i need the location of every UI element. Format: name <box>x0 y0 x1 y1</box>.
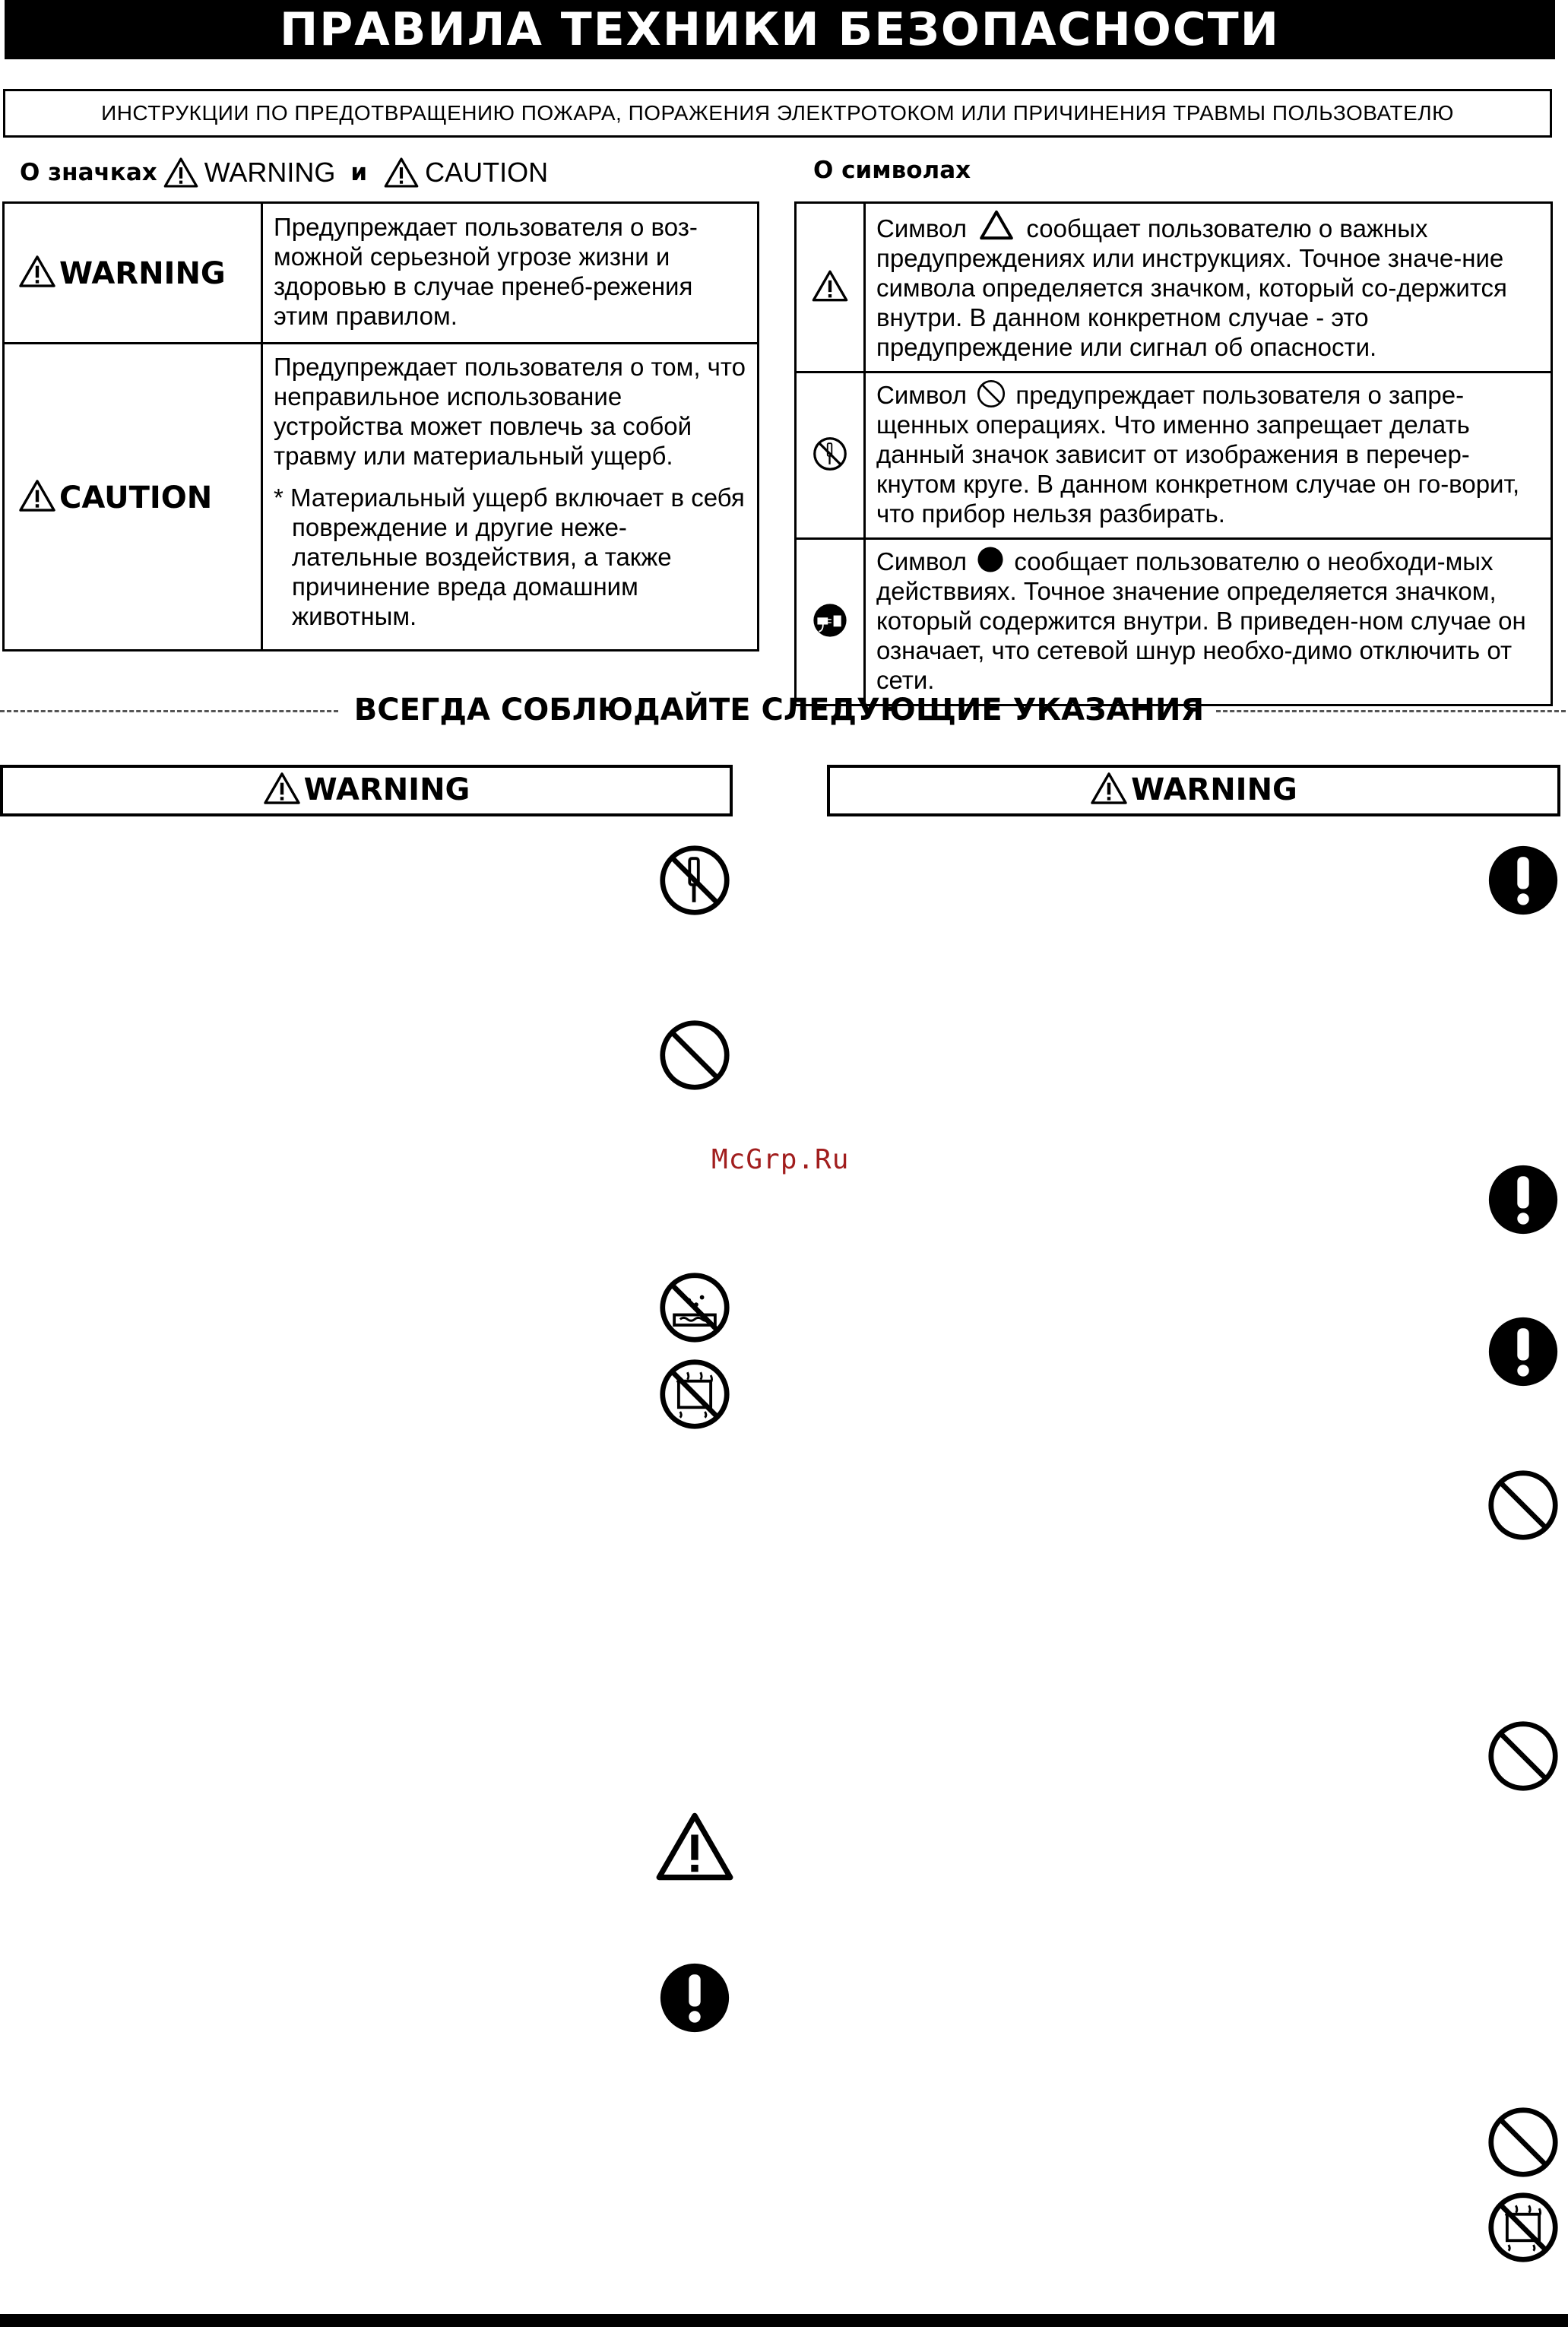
symbol-description <box>865 373 1552 539</box>
symbol-cell <box>796 539 865 705</box>
caution-triangle-icon <box>384 157 419 189</box>
signs-heading-conjunction: и <box>350 159 368 186</box>
symbol-cell <box>796 203 865 373</box>
warning-label: WARNING <box>59 256 226 291</box>
warning-description: Предупреждает пользователя о воз-можной серьезной угрозе жизни и здоровью в случае пренеб-режения этим правилом. <box>262 203 759 344</box>
always-follow-heading: ВСЕГДА СОБЛЮДАЙТЕ СЛЕДУЮЩИЕ УКАЗАНИЯ <box>353 693 1205 728</box>
triangle-outline-icon <box>980 210 1013 240</box>
signs-table <box>2 201 759 651</box>
watermark: McGrp.Ru <box>711 1144 850 1175</box>
prohibition-icon <box>1487 1469 1560 1542</box>
mandatory-action-icon <box>1487 844 1560 917</box>
prohibition-icon <box>1487 1720 1560 1793</box>
no-moisture-icon <box>658 1358 731 1431</box>
unplug-icon <box>813 603 847 638</box>
bottom-bar <box>0 2314 1568 2327</box>
no-disassembly-icon <box>813 436 847 471</box>
divider-right <box>1216 710 1566 712</box>
instructions-banner: ИНСТРУКЦИИ ПО ПРЕДОТВРАЩЕНИЮ ПОЖАРА, ПОРАЖЕНИЯ ЭЛЕКТРОТОКОМ ИЛИ ПРИЧИНЕНИЯ ТРАВМЫ ПОЛЬЗОВАТЕЛЮ <box>3 89 1552 138</box>
prohibition-icon <box>1487 2106 1560 2179</box>
signs-heading-warning: WARNING <box>204 157 336 188</box>
right-warning-header <box>827 765 1560 816</box>
left-warning-header <box>0 765 733 816</box>
symbols-row-caution <box>796 203 1552 373</box>
left-warning-label: WARNING <box>303 772 470 807</box>
warning-triangle-icon <box>163 157 198 189</box>
symbols-heading: О символах <box>813 157 971 184</box>
no-water-icon <box>658 1271 731 1344</box>
no-moisture-icon <box>1487 2191 1560 2264</box>
symbol-text-prefix: Символ <box>876 547 967 575</box>
caution-description-cell <box>262 344 759 651</box>
warning-triangle-icon <box>1090 772 1128 805</box>
warning-triangle-icon <box>263 772 301 805</box>
right-warning-label: WARNING <box>1131 772 1297 807</box>
caution-label: CAUTION <box>59 480 213 515</box>
signs-heading <box>20 157 548 189</box>
symbol-text-prefix: Символ <box>876 381 967 409</box>
page-title: ПРАВИЛА ТЕХНИКИ БЕЗОПАСНОСТИ <box>5 0 1555 59</box>
no-disassembly-icon <box>658 844 731 917</box>
caution-note: * Материальный ущерб включает в себя повреждение и другие неже-лательные воздействия, а также причинение вреда домашним животным. <box>274 483 745 630</box>
symbol-description <box>865 203 1552 373</box>
caution-label-cell <box>4 344 262 651</box>
signs-row-warning <box>4 203 759 344</box>
symbols-row-prohibited <box>796 373 1552 539</box>
caution-triangle-icon <box>655 1811 734 1882</box>
symbol-text: сообщает пользователю о важных предупреждениях или инструкциях. Точное значе-ние символа определяется значком, который со-держится внутри. В данном конкретном случае - это предупреждение или сигнал об опасности. <box>876 214 1507 361</box>
signs-heading-caution: CAUTION <box>425 157 549 188</box>
symbol-description <box>865 539 1552 705</box>
symbol-cell <box>796 373 865 539</box>
warning-label-cell <box>4 203 262 344</box>
mandatory-action-icon <box>1487 1163 1560 1236</box>
symbol-text: предупреждает пользователя о запре-щенных операциях. Что именно запрещает делать данный значок зависит от изображения в перечер-кнутом круге. В данном конкретном случае он го-ворит, что прибор нельзя разбирать. <box>876 381 1520 528</box>
signs-heading-prefix: О значках <box>20 159 157 186</box>
caution-triangle-icon <box>18 479 56 512</box>
mandatory-action-icon <box>658 1961 731 2034</box>
mandatory-action-icon <box>1487 1315 1560 1388</box>
prohibition-icon <box>658 1019 731 1092</box>
symbols-table <box>794 201 1553 706</box>
caution-triangle-icon <box>812 269 848 303</box>
warning-triangle-icon <box>18 255 56 288</box>
symbol-text-prefix: Символ <box>876 214 967 243</box>
divider-left <box>0 710 338 712</box>
filled-circle-icon <box>977 546 1004 573</box>
symbol-text: сообщает пользователю о необходи-мых действвиях. Точное значение определяется значком, который содержится внутри. В приведен-ном случае он означает, что сетевой шнур необхо-димо отключить от сети. <box>876 547 1526 694</box>
symbols-row-mandatory <box>796 539 1552 705</box>
signs-row-caution <box>4 344 759 651</box>
prohibition-icon <box>977 379 1006 408</box>
caution-description: Предупреждает пользователя о том, что неправильное использование устройства может повлечь за собой травму или материальный ущерб. <box>274 353 746 470</box>
